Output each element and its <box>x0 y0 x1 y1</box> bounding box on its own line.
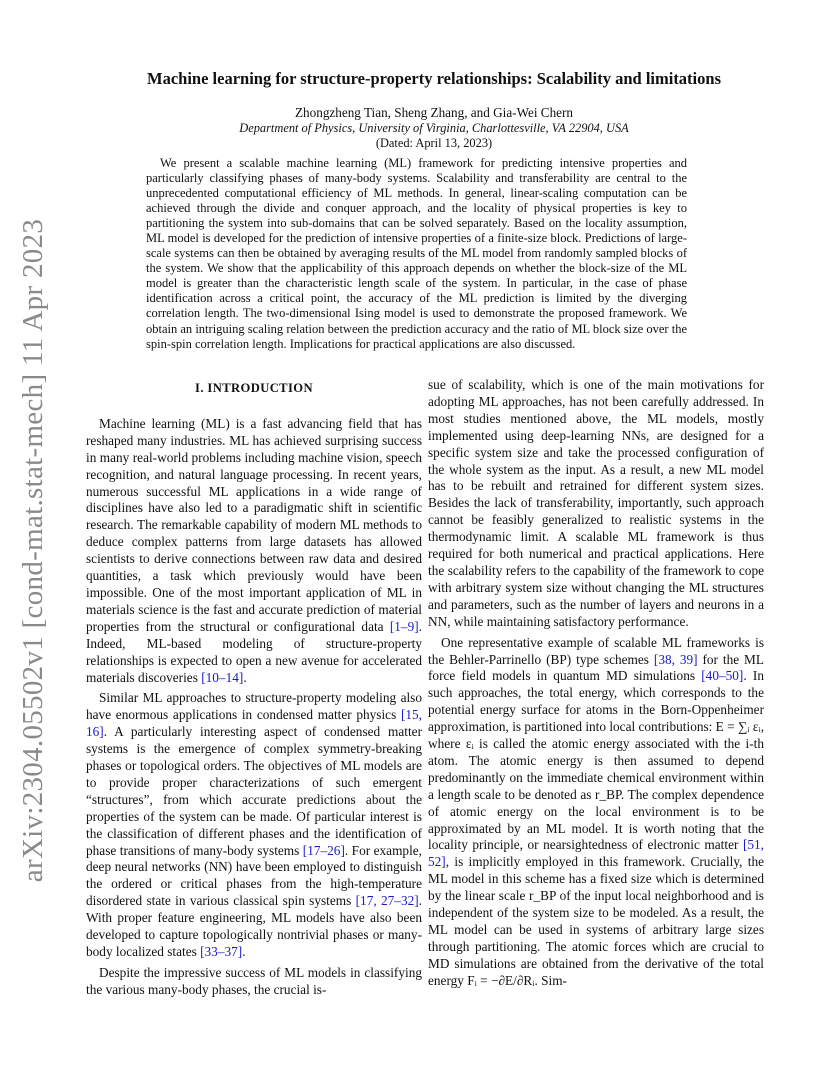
text-run: One representative example of scalable ML frameworks is the Behler-Parrinello (BP) type schemes <box>428 634 764 667</box>
date-line: (Dated: April 13, 2023) <box>375 136 493 150</box>
left-column <box>86 377 422 999</box>
citation-link[interactable]: [10–14] <box>201 669 244 685</box>
citation-link[interactable]: [33–37] <box>200 944 243 959</box>
citation-link[interactable]: [51, 52] <box>428 837 764 870</box>
text-run: Similar ML approaches to structure-property modeling also have enormous applications in condensed matter physics <box>86 690 422 723</box>
text-run: . In such approaches, the total energy, which corresponds to the potential energy surface for atoms in the Born-Oppenheimer approximation, is partitioned into local contributions: E = ∑ᵢ εᵢ, where εᵢ is called the atomic energy associated with the i-th atom. The atomic energy is then assumed to depend predominantly on the immediate chemical environment within a length scale to be denoted as r_BP. The complex dependence of atomic energy on the local environment is to be approximated by an ML model. It is worth noting that the locality principle, or nearsightedness of electronic matter <box>428 668 765 853</box>
citation-link[interactable]: [40–50] <box>701 668 744 684</box>
arxiv-identifier-stamp <box>14 218 54 882</box>
text-run: . <box>242 944 246 959</box>
text-run: . Indeed, ML-based modeling of structure-property relationships is expected to open a new avenue for accelerated materials discoveries <box>86 618 422 685</box>
intro-paragraph-3: Despite the impressive success of ML models in classifying the various many-body phases, the crucial is- <box>86 964 422 997</box>
citation-link[interactable]: [15, 16] <box>86 707 422 740</box>
intro-paragraph-2 <box>86 690 422 961</box>
citation-link[interactable]: [17–26] <box>302 842 345 858</box>
intro-paragraph-1 <box>86 416 422 687</box>
citation-link[interactable]: [1–9] <box>389 618 419 634</box>
right-column <box>428 377 764 990</box>
text-run: . For example, deep neural networks (NN) have been employed to distinguish the ordered or critical phases from the high-temperature disordered state in various classical spin systems <box>86 842 422 909</box>
text-run: for the ML force field models in quantum MD simulations <box>428 651 764 684</box>
citation-link[interactable]: [38, 39] <box>653 651 698 667</box>
section-heading-introduction: I. INTRODUCTION <box>195 381 313 395</box>
text-run: . <box>243 669 247 685</box>
text-run: . With proper feature engineering, ML models have also been developed to capture topologically nontrivial phases or many-body localized states <box>86 893 423 959</box>
abstract: We present a scalable machine learning (ML) framework for predicting intensive properties and particularly classifying phases of many-body systems. Scalability and transferability are central to the unprecedented computational efficiency of ML methods. In general, linear-scaling computation can be achieved through the divide and conquer approach, and the locality of physical properties is key to partitioning the system into sub-domains that can be solved separately. Based on the locality assumption, ML model is developed for the prediction of intensive properties of a finite-size block. Predictions of large-scale systems can then be obtained by averaging results of the ML model from randomly sampled blocks of the system. We show that the applicability of this approach depends on whether the block-size of the ML model is greater than the characteristic length scale of the system. In particular, in the case of phase identification across a critical point, the accuracy of the ML prediction is limited by the diverging correlation length. The two-dimensional Ising model is used to demonstrate the proposed framework. We obtain an intriguing scaling relation between the prediction accuracy and the ratio of ML block size over the spin-spin correlation length. Implications for practical applications are also discussed. <box>146 156 687 351</box>
intro-paragraph-3-continued: sue of scalability, which is one of the main motivations for adopting ML approaches, has not been carefully addressed. In most studies mentioned above, the ML models, mostly implemented using deep-learning NNs, are designed for a specific system size and take the processed configuration of the whole system as the input. As a result, a new ML model has to be rebuilt and retrained for different system sizes. Besides the lack of transferability, importantly, such approach cannot be feasibly generalized to realistic systems in the thermodynamic limit. A scalable ML framework is thus required for both numerical and practical applications. Here the scalability refers to the capability of the framework to cope with arbitrary system size without changing the ML structures and parameters, such as the number of layers and neurons in a NN, while maintaining satisfactory performance. <box>428 377 764 629</box>
arxiv-stamp-text: arXiv:2304.05502v1 [cond-mat.stat-mech] 11 Apr 2023 <box>17 218 50 882</box>
paper-title: Machine learning for structure-property relationships: Scalability and limitations <box>147 69 721 88</box>
citation-link[interactable]: [17, 27–32] <box>355 893 419 909</box>
intro-paragraph-4 <box>428 635 764 990</box>
text-run: Machine learning (ML) is a fast advancing field that has reshaped many industries. ML has achieved surprising success in many real-world problems including machine vision, speech recognition, and natural language processing. In recent years, numerous successful ML applications in a wide range of disciplines have also led to a paradigmatic shift in scientific research. The remarkable capability of modern ML methods to deduce complex patterns from large datasets has allowed scientists to derive connections between raw data and desired quantities, a task which previously would have been impossible. One of the most important application of ML in materials science is the fast and accurate prediction of material properties from the structural or configurational data <box>86 415 422 634</box>
text-run: , is implicitly employed in this framework. Crucially, the ML model in this scheme has a fixed size which is determined by the linear scale r_BP of the input local neighborhood and is independent of the system size to be modeled. As a result, the ML model can be used in systems of arbitrary large sizes through partitioning. The atomic forces which are crucial to MD simulations are obtained from the derivative of the total energy Fᵢ = −∂E/∂Rᵢ. Sim- <box>428 854 764 988</box>
affiliation: Department of Physics, University of Virginia, Charlottesville, VA 22904, USA <box>239 121 629 135</box>
text-run: . A particularly interesting aspect of condensed matter systems is the emergence of complex symmetry-breaking phases or topological orders. The objectives of ML models are to provide proper characterizations of such emergent “structures”, from which accurate predictions about the properties of the system can be made. Of particular interest is the classification of different phases and the identification of phase transitions of many-body systems <box>86 724 422 858</box>
author-list: Zhongzheng Tian, Sheng Zhang, and Gia-Wei Chern <box>294 105 574 120</box>
